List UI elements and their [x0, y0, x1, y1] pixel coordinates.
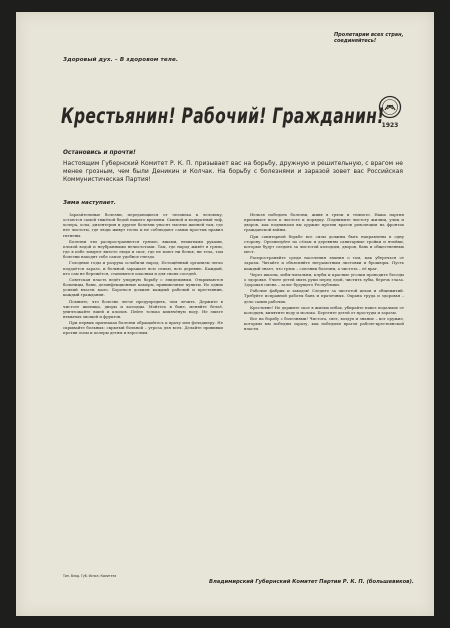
body-paragraph: Зарази́тельные болезни, передающиеся от человека к человеку, остаются самой тяжёлой бедой нашего времени. Сыпной и возвратный тиф, холера, оспа, дизентерия и другие болезни уносят тысячи жизней там, где нет чистоты, где люди живут тесно и не соблюдают самых простых правил гигиены.	[63, 212, 223, 238]
emblem-year: 1923	[381, 122, 399, 129]
body-paragraph: Голодные годы и разруха ослабили народ. Истощённый организм легко поддаётся заразе, и больной заражает всю семью, всю деревню. Каждый, кто сам не бережётся, становится опасным и для своих соседей.	[63, 260, 223, 276]
body-paragraph: Распространяйте среди населения знания о том, как уберечься от заразы. Читайте и объясняйте неграмотным листовки и брошюры. Пусть каждый знает, что грязь – союзник болезни, а чистота – её враг.	[244, 255, 404, 271]
subhead: Остановись и прочти!	[63, 150, 136, 156]
body-paragraph: Все на борьбу с болезнями! Чистота, свет, воздух и знание – вот оружие, которым мы победим заразу, как победили врагов рабоче-крестьянской власти.	[244, 315, 404, 332]
party-emblem-icon	[375, 94, 405, 130]
body-paragraph: Советская власть ведёт упорную борьбу с эпидемиями. Открываются больницы, бани, дезинфекционные камеры, прививочные пункты. Но одних усилий власти мало. Бороться должен каждый рабочий и крестьянин, каждый гражданин.	[63, 276, 223, 298]
body-paragraph: Болезни эти распространяются грязью, вшами, немытыми руками, плохой водой и неубранными нечистотами. Там, где народ живёт в грязи, где в избе зимуют вместе люди и скот, где не моют ни белья, ни тела, там болезни находят себе самое удобное гнездо.	[63, 238, 223, 260]
body-paragraph: При санитарной борьбе все силы должны быть направлены в одну сторону. Организуйте по сёлам и деревням санитарные тройки и ячейки, которые будут следить за чистотой колодцев, дворов, бань и общественных мест.	[244, 233, 404, 255]
motto-right: Пролетарии всех стран, соединяйтесь!	[334, 32, 404, 44]
headline: Крестьянин! Рабочий! Гражданин!	[61, 104, 385, 129]
signature: Владимирский Губернский Комитет Партии Р. К. П. (большевиков).	[209, 579, 414, 585]
body-paragraph: Через школы, избы-читальни, клубы и красные уголки проводите беседы о здоровье. Учите детей мыть руки перед едой, чистить зубы, беречь глаза. Здоровая смена – залог будущего Республики.	[244, 271, 404, 288]
body-paragraph: При первых признаках болезни обращайтесь к врачу или фельдшеру. Не скрывайте больных: скрытый больной – угроза для всех. Делайте прививки против оспы и холеры детям и взрослым.	[63, 320, 223, 336]
intro-paragraph: Настоящим Губернский Комитет Р. К. П. призывает вас на борьбу, дружную и решительную, с врагом не менее грозным, чем были Деникин и Колчак. На борьбу с болезнями и заразой зовет вас Российская Коммунистическая Партия!	[63, 160, 403, 184]
motto-left: Здоровый дух. – В здоровом теле.	[63, 57, 179, 63]
body-paragraph: Рабочие фабрик и заводов! Следите за чистотой цехов и общежитий. Требуйте исправной работы бань и прачечных. Охрана труда и здоровья – дело самих рабочих.	[244, 288, 404, 304]
body-paragraph: Нельзя победить болезни, живя в грязи и темноте. Наша партия призывает всех к чистоте и порядку. Поднимите чистоту жилищ, улиц и дворов, как поднимали вы оружие против врагов революции на фронтах гражданской войны.	[244, 212, 404, 233]
body-paragraph: Крестьяне! Не держите скот в жилых избах, убирайте навоз подальше от колодцев, кипятите воду и молоко. Берегите детей от простуды и заразы.	[244, 304, 404, 315]
leaflet-page	[16, 12, 434, 616]
body-column-right	[244, 212, 404, 564]
body-paragraph: Помните, что болезнь легче предупредить, чем лечить. Держите в чистоте жилища, дворы и колодцы. Мойтесь в бане, меняйте бельё, уничтожайте вшей и клопов. Пейте только кипячёную воду. Не ешьте немытых овощей и фруктов.	[63, 298, 223, 319]
body-column-left	[63, 212, 223, 564]
section-title: Зима наступает.	[63, 200, 116, 206]
printer-imprint: Тип. Влад. Губ. Испол. Комитета	[63, 574, 117, 578]
